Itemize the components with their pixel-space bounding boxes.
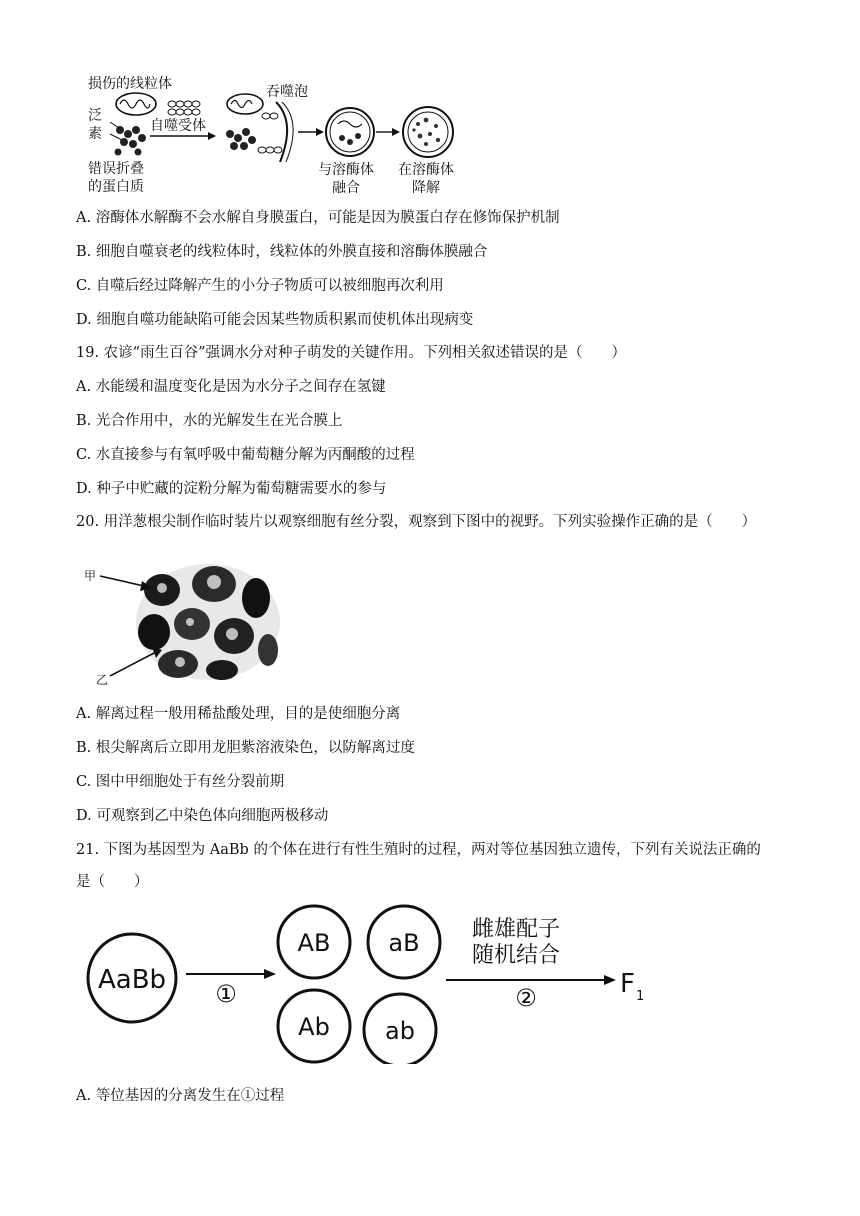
step-2-label: ② [515, 984, 537, 1012]
gamete-AB-label: AB [297, 929, 331, 957]
q18-option-a: A. 溶酶体水解酶不会水解自身膜蛋白，可能是因为膜蛋白存在修饰保护机制 [76, 210, 560, 226]
q18-option-d: D. 细胞自噬功能缺陷可能会因某些物质积累而使机体出现病变 [76, 312, 474, 328]
q18-option-c: C. 自噬后经过降解产生的小分子物质可以被细胞再次利用 [76, 278, 444, 294]
q20-stem: 20. 用洋葱根尖制作临时装片以观察细胞有丝分裂，观察到下图中的视野。下列实验操作正确的是（ ） [76, 514, 757, 530]
gamete-formation-diagram [86, 902, 646, 1064]
pointer-arrow-yi [110, 647, 162, 676]
label-damaged-mitochondria: 损伤的线粒体 [88, 76, 172, 92]
parent-cell [88, 934, 176, 1022]
label-misfolded-1: 错误折叠 [88, 161, 144, 177]
label-fuse-1: 与溶酶体 [318, 162, 374, 178]
autophagy-diagram [80, 72, 470, 200]
gamete-Ab-label: Ab [298, 1013, 330, 1041]
step-1-label: ① [215, 980, 237, 1008]
label-receptor: 自噬受体 [150, 118, 206, 134]
phagophore-cargo [226, 94, 282, 153]
lysosome-icon [403, 107, 453, 157]
q21-stem-line1: 21. 下图为基因型为 AaBb 的个体在进行有性生殖时的过程，两对等位基因独立遗传，下列有关说法正确的 [76, 842, 761, 858]
label-degrade-2: 降解 [412, 180, 440, 196]
q20-option-a: A. 解离过程一般用稀盐酸处理，目的是使细胞分离 [76, 706, 401, 722]
gamete-Ab [278, 990, 350, 1062]
q21-option-a: A. 等位基因的分离发生在①过程 [76, 1088, 285, 1104]
q19-option-d: D. 种子中贮藏的淀粉分解为葡萄糖需要水的参与 [76, 481, 387, 497]
cell-cluster [136, 564, 280, 680]
label-misfolded-2: 的蛋白质 [88, 179, 144, 195]
q20-option-c: C. 图中甲细胞处于有丝分裂前期 [76, 774, 285, 790]
gamete-ab-label: ab [385, 1017, 415, 1045]
label-pan: 泛 [88, 108, 102, 124]
parent-genotype: AaBb [97, 965, 167, 995]
q19-option-b: B. 光合作用中，水的光解发生在光合膜上 [76, 413, 343, 429]
arrow-icon [376, 128, 400, 136]
q18-option-b: B. 细胞自噬衰老的线粒体时，线粒体的外膜直接和溶酶体膜融合 [76, 244, 488, 260]
f1-subscript: 1 [636, 989, 645, 1004]
q21-stem-line2: 是（ ） [76, 874, 149, 890]
pointer-arrow-jia [100, 576, 152, 591]
combine-label-1: 雌雄配子 [472, 917, 561, 942]
label-phagosome: 吞噬泡 [266, 84, 308, 100]
gamete-aB-label: aB [388, 929, 420, 957]
mitochondrion-icon [116, 93, 156, 115]
f1-label: F [620, 969, 635, 999]
label-degrade-1: 在溶酶体 [398, 162, 454, 178]
autophagy-receptor-icon [168, 101, 200, 115]
combine-label-2: 随机结合 [472, 943, 561, 968]
q19-stem: 19. 农谚“雨生百谷”强调水分对种子萌发的关键作用。下列相关叙述错误的是（ ） [76, 345, 626, 361]
q19-option-a: A. 水能缓和温度变化是因为水分子之间存在氢键 [76, 379, 386, 395]
gamete-aB [368, 906, 440, 978]
gamete-AB [278, 906, 350, 978]
misfolded-protein-cluster [110, 122, 146, 156]
label-fuse-2: 融合 [332, 180, 360, 196]
label-su: 素 [88, 126, 102, 142]
q20-option-d: D. 可观察到乙中染色体向细胞两极移动 [76, 808, 329, 824]
label-yi: 乙 [96, 673, 109, 686]
arrow-icon [186, 969, 276, 979]
autophagosome-icon [326, 108, 374, 156]
arrow-icon [298, 128, 324, 136]
q20-option-b: B. 根尖解离后立即用龙胆紫溶液染色，以防解离过度 [76, 740, 415, 756]
q19-option-c: C. 水直接参与有氧呼吸中葡萄糖分解为丙酮酸的过程 [76, 447, 415, 463]
onion-root-tip-micrograph [82, 558, 287, 686]
gamete-ab [364, 994, 436, 1064]
label-jia: 甲 [84, 569, 97, 583]
